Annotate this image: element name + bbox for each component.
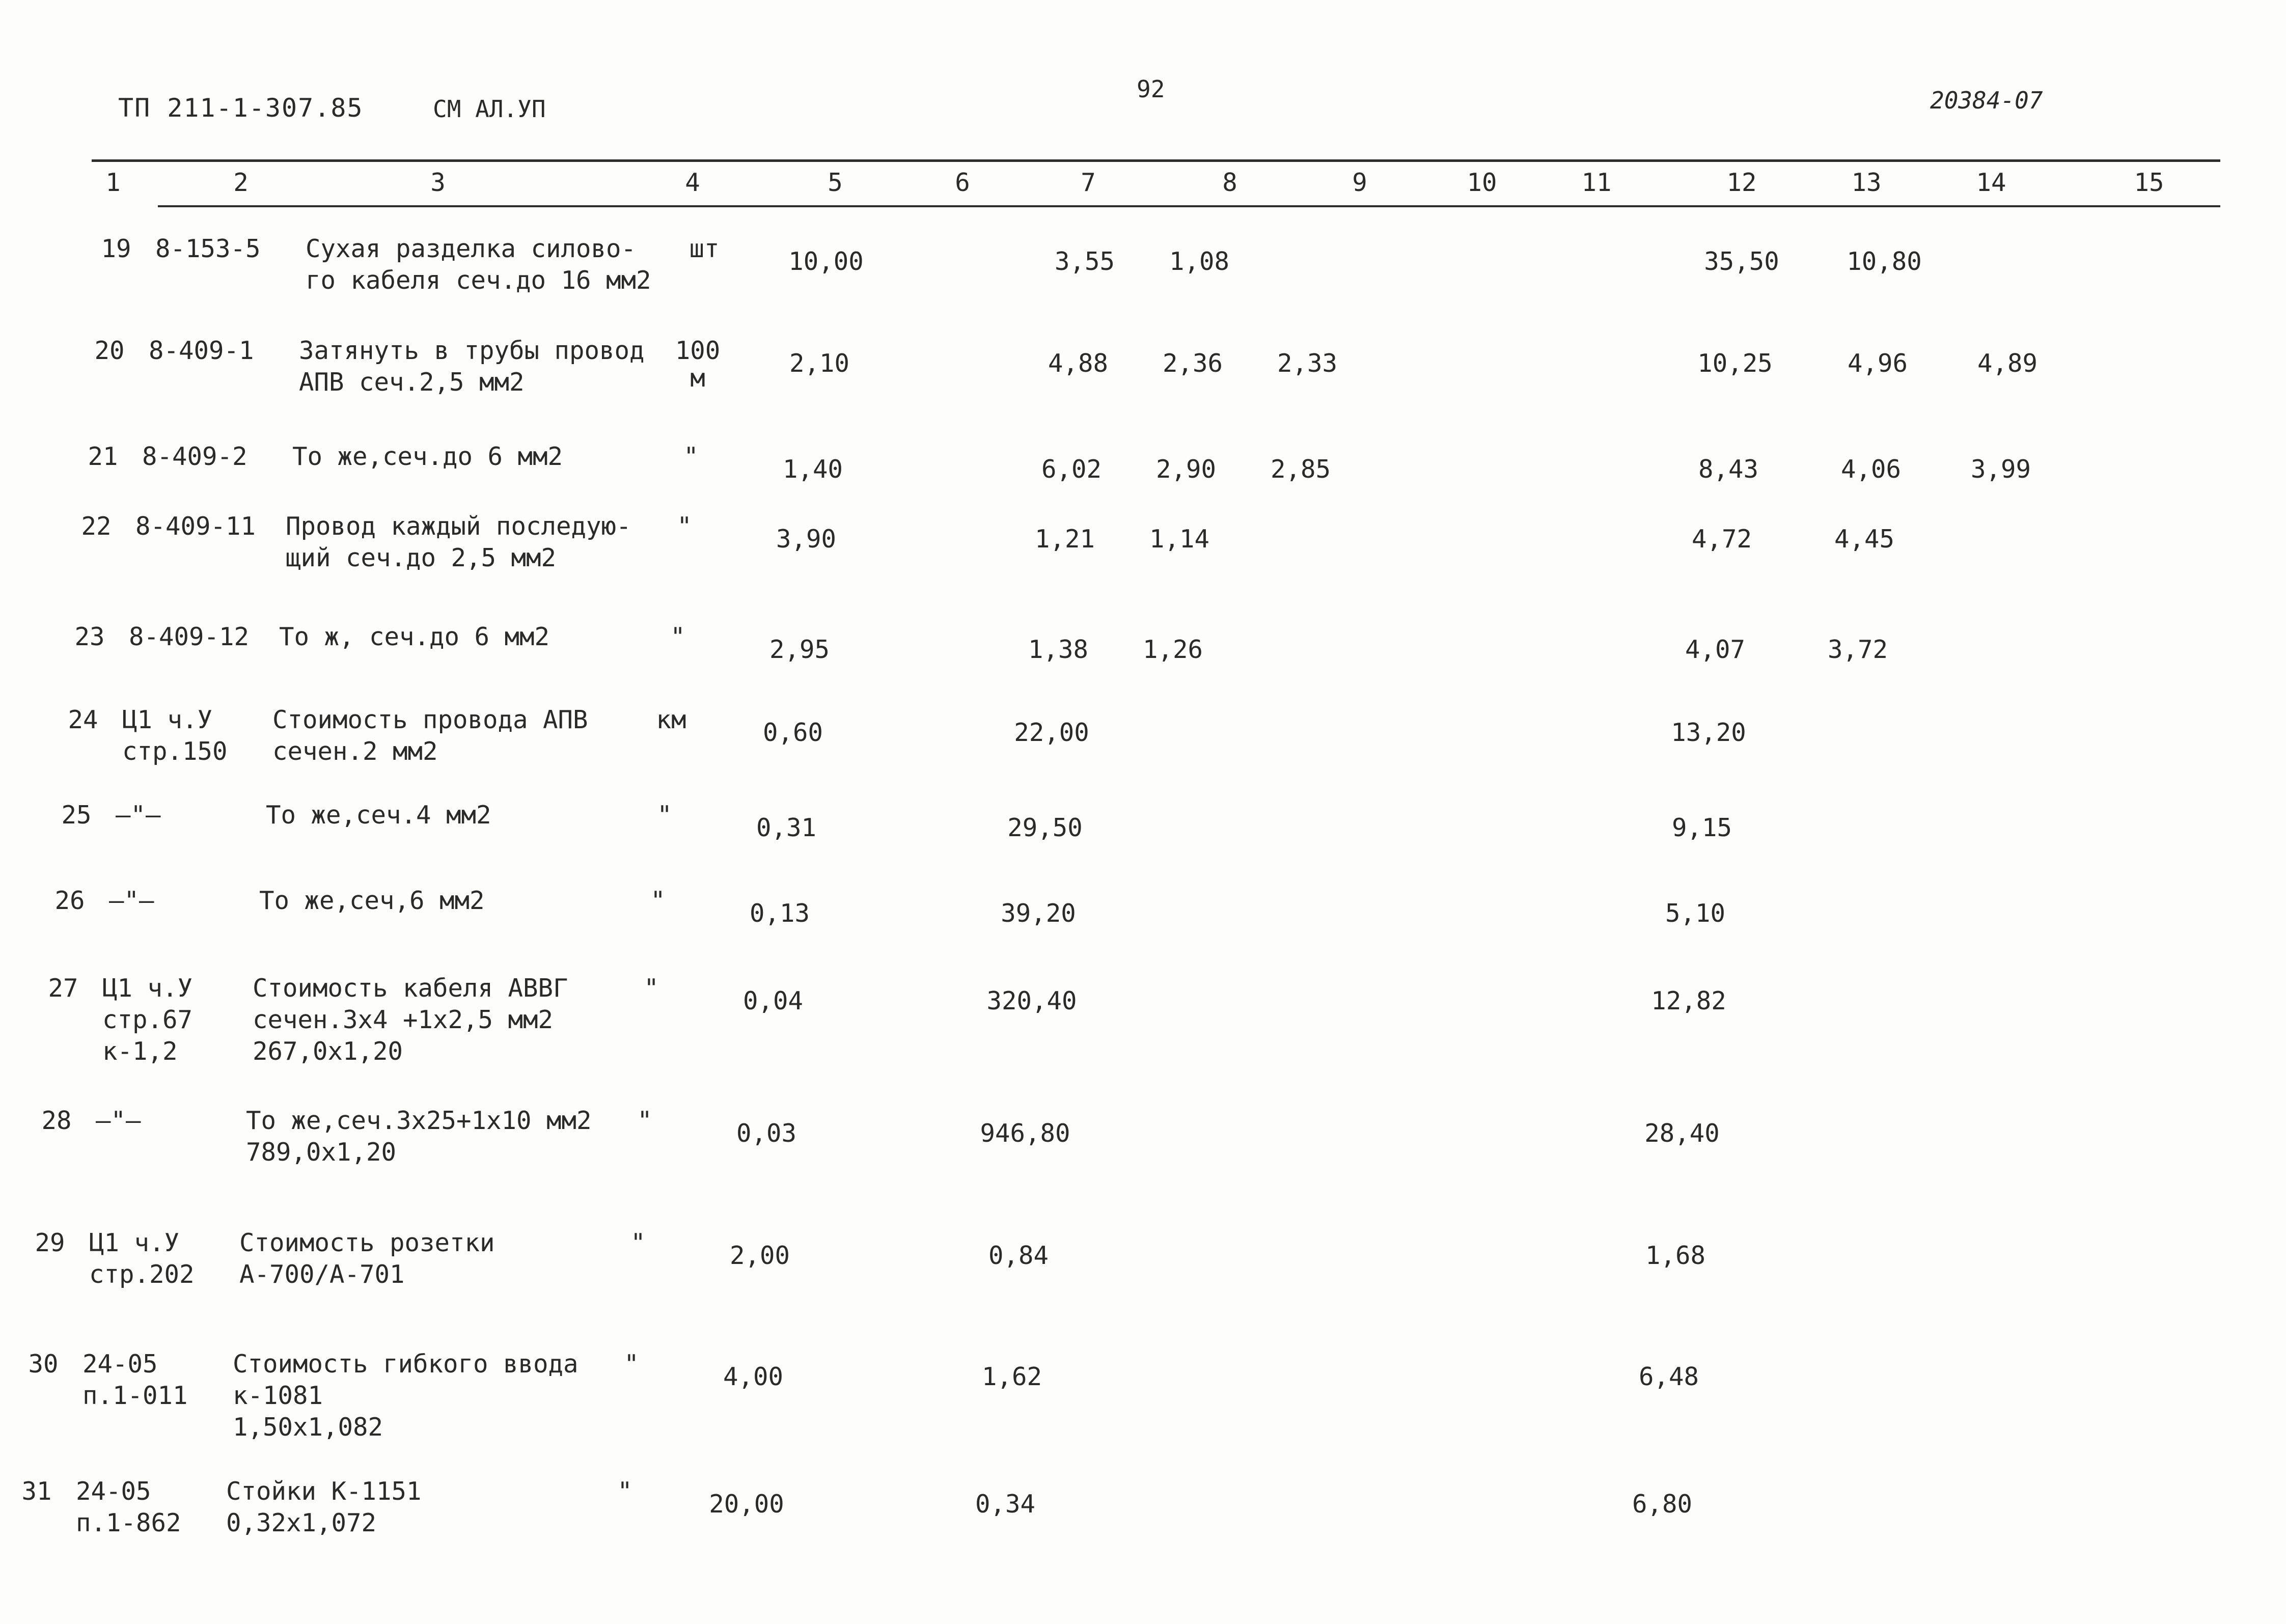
norm-code: к-1,2 bbox=[102, 1037, 178, 1066]
total-cost: 28,40 bbox=[1644, 1119, 1720, 1148]
work-description: Сухая разделка силово- bbox=[306, 234, 637, 263]
unit: шт bbox=[689, 234, 720, 263]
unit: " bbox=[617, 1477, 632, 1506]
total-machines: 4,89 bbox=[1977, 349, 2038, 378]
total-wages: 10,80 bbox=[1847, 247, 1922, 276]
unit: " bbox=[630, 1228, 646, 1257]
row-number: 27 bbox=[48, 974, 78, 1003]
row-number: 22 bbox=[81, 512, 112, 541]
total-cost: 1,68 bbox=[1645, 1241, 1706, 1270]
column-number: 10 bbox=[1467, 168, 1497, 197]
work-description: Стойки К-1151 bbox=[226, 1477, 422, 1506]
work-description: 789,0х1,20 bbox=[246, 1138, 397, 1167]
quantity: 0,31 bbox=[756, 813, 817, 842]
row-number: 25 bbox=[61, 801, 92, 830]
quantity: 0,04 bbox=[742, 986, 804, 1015]
row-number: 20 bbox=[94, 336, 125, 365]
norm-code: 24-05 bbox=[82, 1350, 158, 1379]
total-machines: 3,99 bbox=[1970, 455, 2031, 484]
column-number: 15 bbox=[2134, 168, 2164, 197]
column-number: 3 bbox=[430, 168, 446, 197]
row-number: 28 bbox=[41, 1106, 72, 1135]
unit: " bbox=[650, 886, 666, 915]
unit: " bbox=[637, 1106, 652, 1135]
quantity: 0,03 bbox=[736, 1119, 797, 1148]
norm-code: 8-409-2 bbox=[142, 442, 247, 471]
work-description: То же,сеч.до 6 мм2 bbox=[292, 442, 563, 471]
work-description: То же,сеч,6 мм2 bbox=[259, 886, 485, 915]
quantity: 0,60 bbox=[762, 718, 823, 747]
norm-code: 8-409-1 bbox=[149, 336, 254, 365]
norm-code: 8-409-11 bbox=[135, 512, 256, 541]
unit-machines: 2,85 bbox=[1270, 455, 1331, 484]
inventory-number: 20384-07 bbox=[1930, 87, 2043, 114]
total-wages: 3,72 bbox=[1827, 635, 1888, 664]
unit-cost: 946,80 bbox=[980, 1119, 1070, 1148]
total-cost: 4,07 bbox=[1685, 635, 1746, 664]
quantity: 4,00 bbox=[723, 1362, 784, 1391]
norm-code: стр.67 bbox=[102, 1005, 193, 1034]
unit-cost: 22,00 bbox=[1014, 718, 1089, 747]
column-number: 2 bbox=[233, 168, 249, 197]
total-cost: 9,15 bbox=[1671, 813, 1732, 842]
norm-code: Ц1 ч.У bbox=[89, 1228, 180, 1257]
row-number: 19 bbox=[101, 234, 131, 263]
work-description: 1,50х1,082 bbox=[233, 1413, 383, 1442]
page-number: 92 bbox=[1137, 75, 1165, 103]
norm-code: —"— bbox=[96, 1106, 141, 1135]
work-description: щий сеч.до 2,5 мм2 bbox=[286, 543, 557, 572]
unit-machines: 2,33 bbox=[1277, 349, 1338, 378]
total-wages: 4,06 bbox=[1840, 455, 1902, 484]
column-number: 5 bbox=[828, 168, 843, 197]
work-description: Стоимость кабеля АВВГ bbox=[253, 974, 568, 1003]
quantity: 10,00 bbox=[788, 247, 864, 276]
column-number: 6 bbox=[955, 168, 970, 197]
total-cost: 4,72 bbox=[1691, 525, 1752, 554]
unit-wages: 1,14 bbox=[1149, 525, 1210, 554]
quantity: 2,10 bbox=[789, 349, 850, 378]
column-number: 7 bbox=[1081, 168, 1096, 197]
work-description: Стоимость провода АПВ bbox=[272, 705, 588, 734]
total-cost: 10,25 bbox=[1697, 349, 1773, 378]
unit-cost: 3,55 bbox=[1054, 247, 1115, 276]
work-description: Стоимость розетки bbox=[239, 1228, 495, 1257]
total-cost: 5,10 bbox=[1665, 899, 1726, 928]
unit-wages: 2,36 bbox=[1162, 349, 1223, 378]
column-number: 1 bbox=[105, 168, 121, 197]
unit-wages: 1,08 bbox=[1169, 247, 1230, 276]
album-label: СМ АЛ.УП bbox=[433, 95, 546, 123]
unit-cost: 4,88 bbox=[1048, 349, 1109, 378]
unit: " bbox=[624, 1350, 639, 1379]
unit: м bbox=[690, 364, 705, 393]
unit: " bbox=[657, 801, 672, 830]
unit-cost: 39,20 bbox=[1001, 899, 1076, 928]
unit: " bbox=[683, 442, 699, 471]
quantity: 2,95 bbox=[769, 635, 830, 664]
quantity: 2,00 bbox=[729, 1241, 790, 1270]
work-description: Затянуть в трубы провод bbox=[299, 336, 645, 365]
work-description: 0,32х1,072 bbox=[226, 1508, 377, 1537]
total-cost: 6,48 bbox=[1638, 1362, 1699, 1391]
row-number: 31 bbox=[21, 1477, 52, 1506]
quantity: 3,90 bbox=[776, 525, 837, 554]
total-cost: 35,50 bbox=[1704, 247, 1779, 276]
norm-code: 24-05 bbox=[76, 1477, 151, 1506]
total-wages: 4,96 bbox=[1847, 349, 1908, 378]
row-number: 26 bbox=[54, 886, 85, 915]
work-description: го кабеля сеч.до 16 мм2 bbox=[306, 266, 651, 295]
norm-code: 8-153-5 bbox=[155, 234, 261, 263]
row-number: 30 bbox=[28, 1350, 59, 1379]
unit-cost: 29,50 bbox=[1007, 813, 1083, 842]
work-description: сечен.3х4 +1х2,5 мм2 bbox=[253, 1005, 554, 1034]
row-number: 29 bbox=[35, 1228, 65, 1257]
work-description: Стоимость гибкого ввода bbox=[233, 1350, 579, 1379]
column-number: 9 bbox=[1352, 168, 1367, 197]
norm-code: —"— bbox=[116, 801, 161, 830]
unit: " bbox=[670, 622, 685, 651]
column-number: 12 bbox=[1726, 168, 1757, 197]
column-number: 8 bbox=[1222, 168, 1237, 197]
column-number: 13 bbox=[1851, 168, 1882, 197]
norm-code: стр.202 bbox=[89, 1260, 195, 1289]
total-wages: 4,45 bbox=[1834, 525, 1895, 554]
row-number: 24 bbox=[68, 705, 98, 734]
work-description: То ж, сеч.до 6 мм2 bbox=[279, 622, 550, 651]
total-cost: 12,82 bbox=[1651, 986, 1726, 1015]
total-cost: 6,80 bbox=[1632, 1490, 1693, 1519]
unit-cost: 320,40 bbox=[986, 986, 1077, 1015]
unit-cost: 1,62 bbox=[981, 1362, 1042, 1391]
norm-code: стр.150 bbox=[122, 737, 228, 766]
row-number: 21 bbox=[88, 442, 118, 471]
unit-cost: 1,21 bbox=[1034, 525, 1095, 554]
unit-wages: 2,90 bbox=[1155, 455, 1217, 484]
norm-code: 8-409-12 bbox=[129, 622, 250, 651]
quantity: 0,13 bbox=[749, 899, 810, 928]
column-number: 14 bbox=[1976, 168, 2006, 197]
unit: " bbox=[644, 974, 659, 1003]
norm-code: —"— bbox=[109, 886, 154, 915]
work-description: То же,сеч.4 мм2 bbox=[266, 801, 491, 830]
work-description: Провод каждый последую- bbox=[286, 512, 631, 541]
column-number: 11 bbox=[1581, 168, 1612, 197]
header-bottom-rule bbox=[158, 205, 2220, 207]
total-cost: 8,43 bbox=[1698, 455, 1759, 484]
norm-code: Ц1 ч.У bbox=[102, 974, 193, 1003]
work-description: АПВ сеч.2,5 мм2 bbox=[299, 368, 525, 397]
quantity: 1,40 bbox=[782, 455, 843, 484]
unit: 100 bbox=[675, 336, 721, 365]
unit-cost: 6,02 bbox=[1041, 455, 1102, 484]
header-top-rule bbox=[92, 159, 2220, 162]
unit: " bbox=[677, 512, 692, 541]
unit-cost: 0,34 bbox=[975, 1490, 1036, 1519]
work-description: То же,сеч.3х25+1х10 мм2 bbox=[246, 1106, 592, 1135]
unit-wages: 1,26 bbox=[1142, 635, 1203, 664]
unit-cost: 1,38 bbox=[1028, 635, 1089, 664]
document-code: ТП 211-1-307.85 bbox=[118, 93, 364, 123]
work-description: к-1081 bbox=[233, 1381, 323, 1410]
unit: км bbox=[656, 705, 686, 734]
norm-code: Ц1 ч.У bbox=[122, 705, 213, 734]
unit-cost: 0,84 bbox=[988, 1241, 1049, 1270]
norm-code: п.1-862 bbox=[76, 1508, 181, 1537]
quantity: 20,00 bbox=[709, 1490, 784, 1519]
work-description: 267,0х1,20 bbox=[253, 1037, 403, 1066]
column-number: 4 bbox=[685, 168, 700, 197]
row-number: 23 bbox=[74, 622, 105, 651]
work-description: А-700/А-701 bbox=[239, 1260, 405, 1289]
total-cost: 13,20 bbox=[1671, 718, 1746, 747]
work-description: сечен.2 мм2 bbox=[272, 737, 438, 766]
norm-code: п.1-011 bbox=[82, 1381, 188, 1410]
